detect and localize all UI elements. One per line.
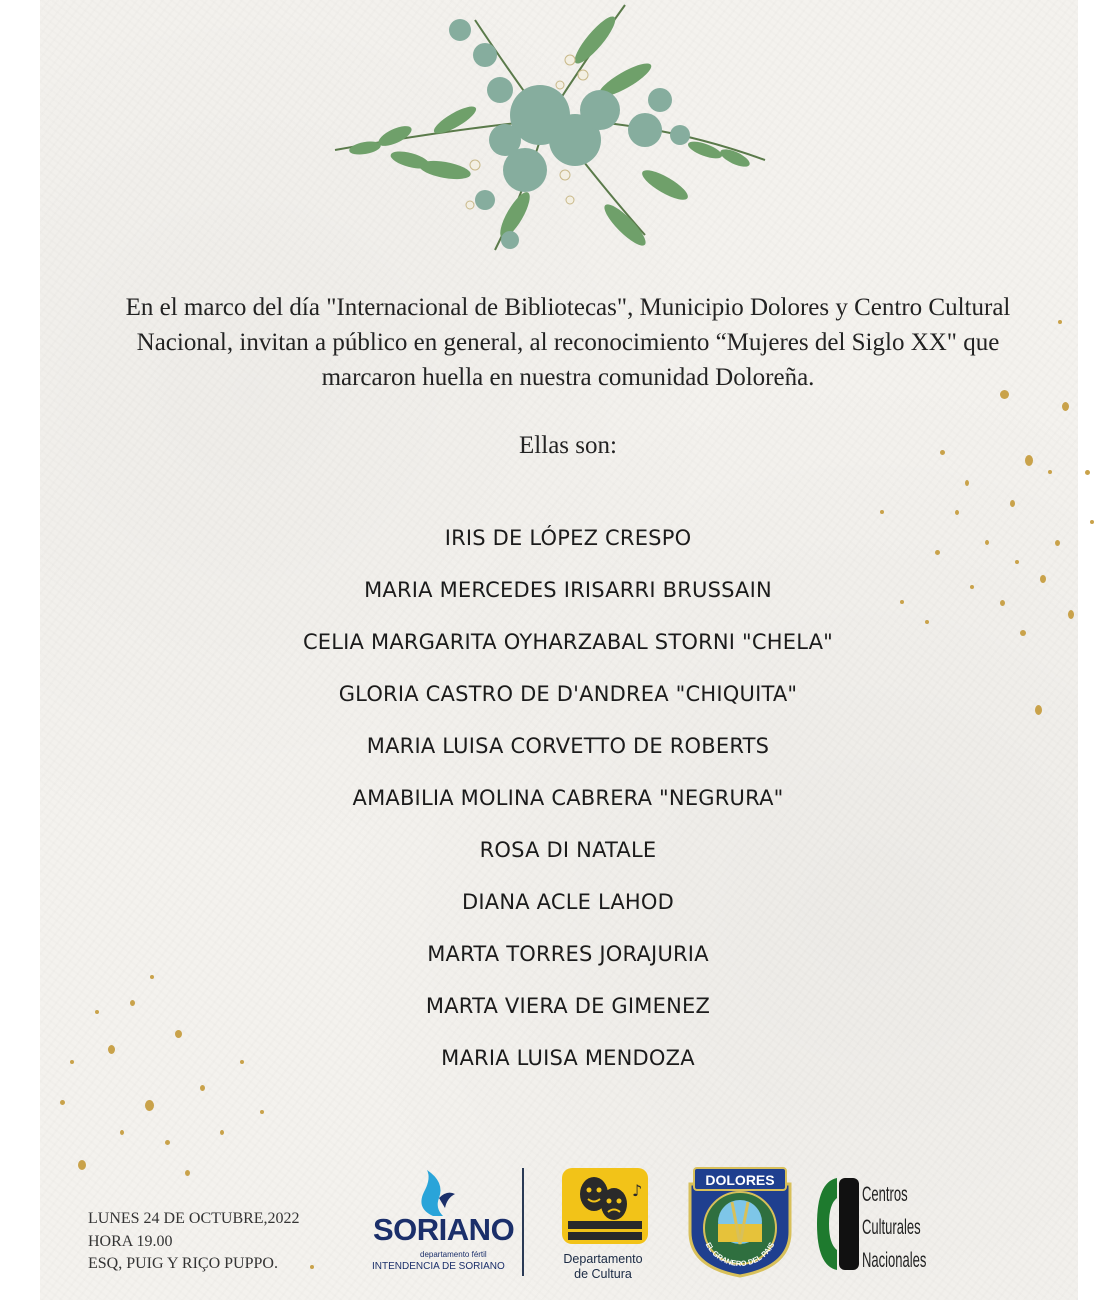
honoree-name: MARIA MERCEDES IRISARRI BRUSSAIN xyxy=(364,578,772,602)
event-details xyxy=(88,1208,300,1276)
theater-masks-icon xyxy=(560,1166,650,1246)
honorees-heading: Ellas son: xyxy=(519,432,617,459)
honoree-name: MARIA LUISA MENDOZA xyxy=(441,1046,695,1070)
soriano-logo-wordmark: SORIANO xyxy=(373,1212,515,1247)
logo-divider xyxy=(522,1168,524,1276)
cultura-logo-line1: Departamento xyxy=(563,1252,643,1266)
honorees-list xyxy=(0,520,1116,1092)
cultura-logo-line2: de Cultura xyxy=(574,1267,632,1281)
honoree-name: MARTA TORRES JORAJURIA xyxy=(427,942,709,966)
honoree-name: ROSA DI NATALE xyxy=(479,838,657,862)
soriano-logo-org: INTENDENCIA DE SORIANO xyxy=(372,1261,505,1272)
ccn-line2: Culturales xyxy=(862,1216,921,1239)
ccn-line1: Centros xyxy=(862,1183,908,1206)
honoree-name: GLORIA CASTRO DE D'ANDREA "CHIQUITA" xyxy=(338,682,798,706)
dolores-crest-motto: EL GRANERO DEL PAIS xyxy=(703,1240,777,1269)
eucalyptus-wreath-illustration xyxy=(325,0,775,265)
event-date: LUNES 24 DE OCTUBRE,2022 xyxy=(88,1210,300,1227)
soriano-logo-tagline: departamento fértil xyxy=(420,1250,487,1259)
honoree-name: CELIA MARGARITA OYHARZABAL STORNI "CHELA" xyxy=(302,630,834,654)
honoree-name: MARIA LUISA CORVETTO DE ROBERTS xyxy=(366,734,770,758)
ccn-logo-icon xyxy=(815,1174,861,1274)
honoree-name: IRIS DE LÓPEZ CRESPO xyxy=(444,526,692,550)
soriano-swoosh-icon xyxy=(395,1168,475,1218)
ccn-logo-text xyxy=(862,1178,926,1277)
cultura-logo-label xyxy=(548,1252,658,1282)
event-place: ESQ, PUIG Y RIÇO PUPPO. xyxy=(88,1255,278,1272)
dolores-crest-icon xyxy=(680,1162,800,1280)
honoree-name: DIANA ACLE LAHOD xyxy=(461,890,675,914)
invitation-intro-text: En el marco del día "Internacional de Bibliotecas", Municipio Dolores y Centro Cultural Nacional, invitan a público en general, al reconocimiento “Mujeres del Siglo XX" que marcaron huella en nuestra comunidad Doloreña. xyxy=(125,294,1011,391)
honoree-name: AMABILIA MOLINA CABRERA "NEGRURA" xyxy=(352,786,784,810)
honoree-name: MARTA VIERA DE GIMENEZ xyxy=(425,994,711,1018)
svg-text:♪: ♪ xyxy=(632,1181,643,1200)
ccn-line3: Nacionales xyxy=(862,1249,927,1272)
event-time: HORA 19.00 xyxy=(88,1232,173,1250)
dolores-crest-name: DOLORES xyxy=(705,1172,775,1188)
